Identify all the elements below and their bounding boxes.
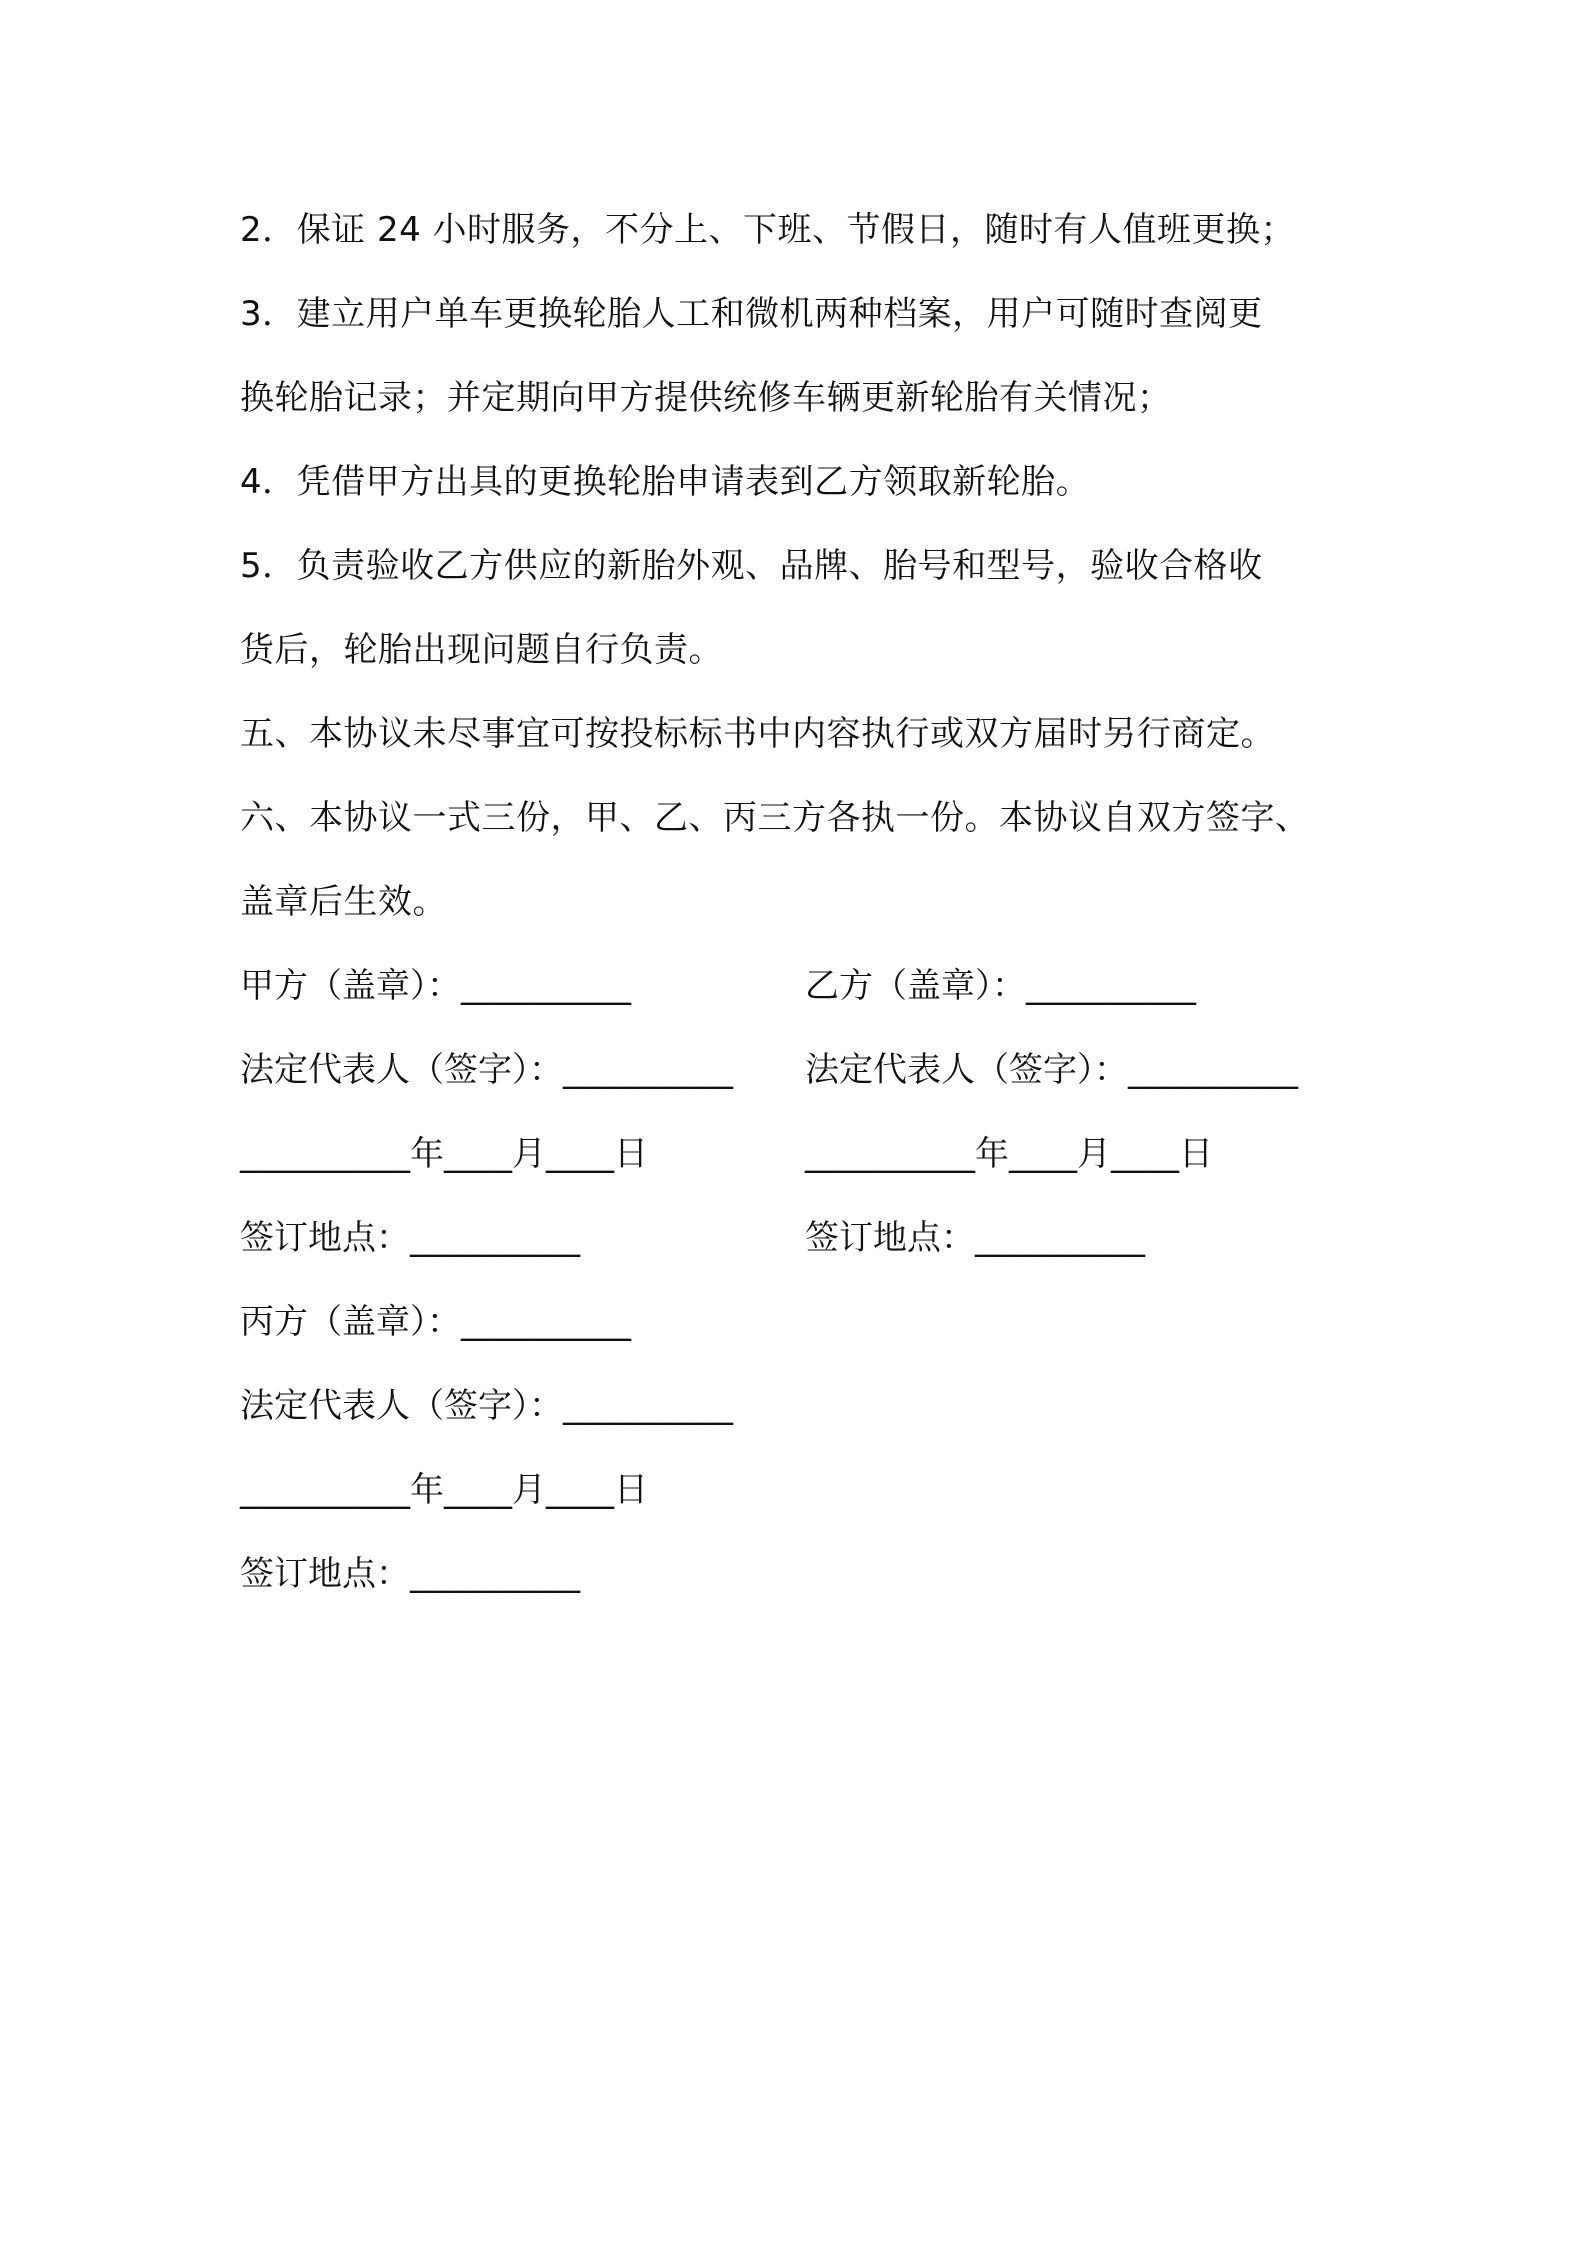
party-a-representative-field: 法定代表人（签字）：__________: [240, 1050, 733, 1090]
section-5: [240, 692, 1360, 776]
signature-row-party-c-date: [240, 1448, 1360, 1532]
party-c-place-field: 签订地点：__________: [240, 1554, 580, 1594]
signature-row-party-c-seal: [240, 1280, 1360, 1364]
signature-row-party-c-representative: [240, 1364, 1360, 1448]
party-b-representative-field: 法定代表人（签字）：__________: [805, 1050, 1298, 1090]
party-c-seal-field: 丙方（盖章）：__________: [240, 1302, 631, 1342]
clause-5: [240, 524, 1360, 692]
clause-line: 3．建立用户单车更换轮胎人工和微机两种档案，用户可随时查阅更: [240, 294, 1263, 334]
party-a-date-field: __________年____月____日: [240, 1134, 648, 1174]
signature-row-party-c-place: [240, 1532, 1360, 1616]
signature-row-date: [240, 1112, 1360, 1196]
signature-row-seal: [240, 944, 1360, 1028]
clause-line: 4．凭借甲方出具的更换轮胎申请表到乙方领取新轮胎。: [240, 462, 1091, 502]
party-b-seal-field: 乙方（盖章）：__________: [805, 966, 1196, 1006]
signature-row-representative: [240, 1028, 1360, 1112]
clause-line: 货后，轮胎出现问题自行负责。: [240, 630, 723, 670]
clause-3: [240, 272, 1360, 440]
section-6: [240, 776, 1360, 944]
section-line: 五、本协议未尽事宜可按投标标书中内容执行或双方届时另行商定。: [240, 714, 1275, 754]
section-line: 六、本协议一式三份，甲、乙、丙三方各执一份。本协议自双方签字、: [240, 798, 1310, 838]
party-c-date-field: __________年____月____日: [240, 1470, 648, 1510]
party-b-date-field: __________年____月____日: [805, 1134, 1213, 1174]
clause-line: 2．保证 24 小时服务，不分上、下班、节假日，随时有人值班更换；: [240, 210, 1296, 250]
clause-line: 换轮胎记录；并定期向甲方提供统修车辆更新轮胎有关情况；: [240, 378, 1172, 418]
clause-2: [240, 188, 1360, 272]
party-a-place-field: 签订地点：__________: [240, 1218, 580, 1258]
party-a-seal-field: 甲方（盖章）：__________: [240, 966, 631, 1006]
party-b-place-field: 签订地点：__________: [805, 1218, 1145, 1258]
clause-4: [240, 440, 1360, 524]
signature-row-place: [240, 1196, 1360, 1280]
clause-line: 5．负责验收乙方供应的新胎外观、品牌、胎号和型号，验收合格收: [240, 546, 1263, 586]
section-line: 盖章后生效。: [240, 882, 447, 922]
party-c-representative-field: 法定代表人（签字）：__________: [240, 1386, 733, 1426]
